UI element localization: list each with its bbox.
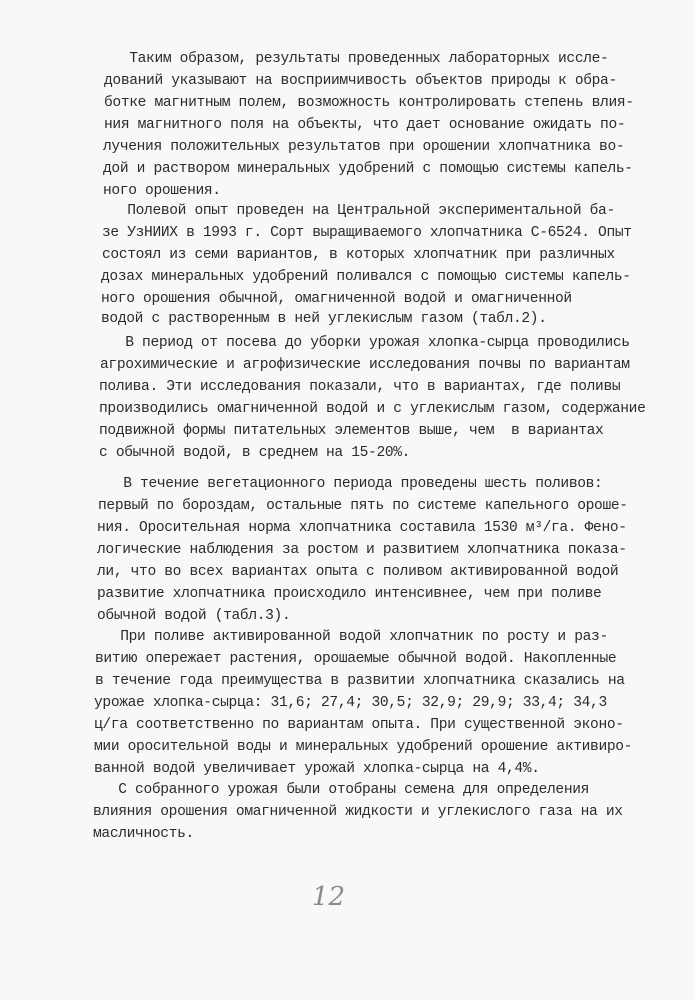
text-line: урожае хлопка-сырца: 31,6; 27,4; 30,5; 32,9; 29,9; 33,4; 34,3 [94, 695, 607, 711]
text-line: мии оросительной воды и минеральных удобрений орошение активиро- [94, 739, 633, 755]
text-line: В период от посева до уборки урожая хлопка-сырца проводились [100, 335, 630, 351]
text-line: зе УзНИИХ в 1993 г. Сорт выращиваемого хлопчатника С-6524. Опыт [102, 225, 632, 241]
text-line: состоял из семи вариантов, в которых хлопчатник при различных [102, 247, 615, 263]
text-line: В течение вегетационного периода проведены шесть поливов: [98, 476, 603, 492]
text-line: с обычной водой, в среднем на 15-20%. [99, 445, 411, 461]
text-line: водой с растворенным в ней углекислым газом (табл.2). [101, 311, 547, 327]
text-line: влияния орошения омагниченной жидкости и углекислого газа на их [93, 804, 623, 820]
text-line: ли, что во всех вариантах опыта с поливом активированной водой [97, 564, 619, 580]
text-line: ния магнитного поля на объекты, что дает основание ожидать по- [104, 117, 626, 133]
text-line: лучения положительных результатов при орошении хлопчатника во- [103, 139, 625, 155]
text-line: ного орошения обычной, омагниченной водой и омагниченной [101, 291, 572, 307]
text-line: производились омагниченной водой и с углекислым газом, содержание [99, 401, 646, 417]
text-line: ного орошения. [103, 183, 221, 199]
text-line: полива. Эти исследования показали, что в вариантах, где поливы [99, 379, 621, 395]
text-line: развитие хлопчатника происходило интенсивнее, чем при поливе [97, 586, 602, 602]
text-line: ванной водой увеличивает урожай хлопка-сырца на 4,4%. [94, 761, 540, 777]
text-line: ц/га соответственно по вариантам опыта. При существенной эконо- [94, 717, 624, 733]
text-line: С собранного урожая были отобраны семена для определения [93, 782, 590, 798]
text-line: первый по бороздам, остальные пять по системе капельного ороше- [98, 498, 628, 514]
text-line: дой и раствором минеральных удобрений с помощью системы капель- [103, 161, 633, 177]
text-line: При поливе активированной водой хлопчатник по росту и раз- [95, 629, 608, 645]
page-number: 12 [312, 882, 346, 912]
text-line: масличность. [93, 826, 194, 842]
text-line: Полевой опыт проведен на Центральной экспериментальной ба- [102, 203, 615, 219]
text-line: ботке магнитным полем, возможность контролировать степень влия- [104, 95, 634, 111]
text-line: Таким образом, результаты проведенных лабораторных иссле- [104, 51, 609, 67]
text-line: обычной водой (табл.3). [97, 608, 291, 624]
text-line: агрохимические и агрофизические исследования почвы по вариантам [100, 357, 630, 373]
text-line: дований указывают на восприимчивость объектов природы к обра- [104, 73, 617, 89]
text-line: логические наблюдения за ростом и развитием хлопчатника показа- [97, 542, 627, 558]
text-line: ния. Оросительная норма хлопчатника составила 1530 м³/га. Фено- [97, 520, 627, 536]
text-line: витию опережает растения, орошаемые обычной водой. Накопленные [95, 651, 617, 667]
text-line: дозах минеральных удобрений поливался с помощью системы капель- [101, 269, 631, 285]
text-line: подвижной формы питательных элементов выше, чем в вариантах [99, 423, 604, 439]
text-line: в течение года преимущества в развитии хлопчатника сказались на [95, 673, 625, 689]
